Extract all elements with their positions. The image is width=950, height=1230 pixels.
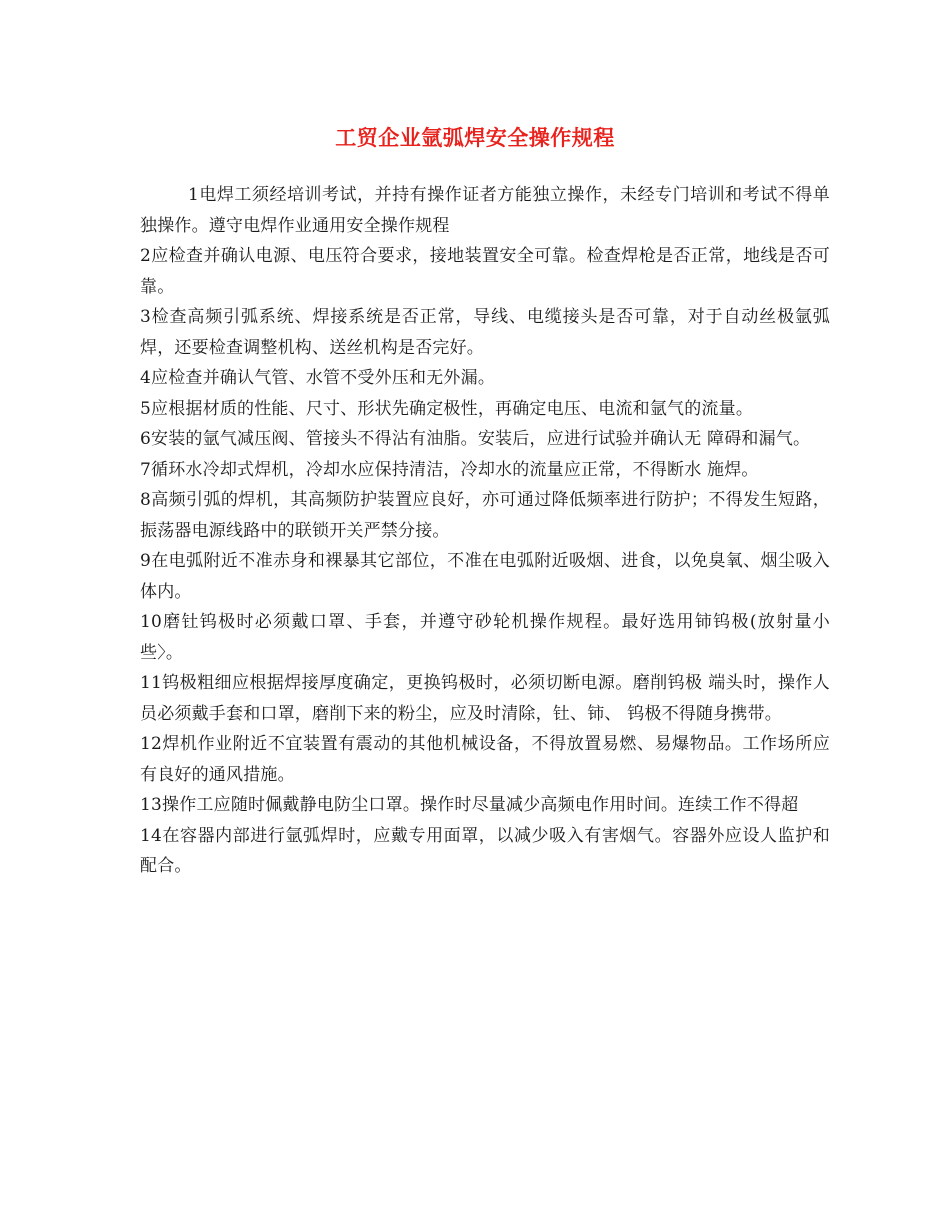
paragraph-8: 8高频引弧的焊机，其高频防护装置应良好，亦可通过降低频率进行防护；不得发生短路，振荡器电源线路中的联锁开关严禁分接。 [140,490,830,541]
paragraph-11: 11钨极粗细应根据焊接厚度确定，更换钨极时，必须切断电源。磨削钨极 端头时，操作人员必须戴手套和口罩，磨削下来的粉尘，应及时清除，钍、铈、 钨极不得随身携带。 [140,673,830,724]
document-body [140,180,830,882]
paragraph-12: 12焊机作业附近不宜装置有震动的其他机械设备，不得放置易燃、易爆物品。工作场所应有良好的通风措施。 [140,734,830,785]
paragraph-13: 13操作工应随时佩戴静电防尘口罩。操作时尽量减少高频电作用时间。连续工作不得超 [140,795,799,815]
paragraph-10: 10磨钍钨极时必须戴口罩、手套，并遵守砂轮机操作规程。最好选用铈钨极(放射量小些〉。 [140,612,830,663]
paragraph-14: 14在容器内部进行氩弧焊时，应戴专用面罩，以减少吸入有害烟气。容器外应设人监护和配合。 [140,825,830,876]
paragraph-3: 3检查高频引弧系统、焊接系统是否正常，导线、电缆接头是否可靠，对于自动丝极氩弧焊，还要检查调整机构、送丝机构是否完好。 [140,307,830,358]
paragraph-6: 6安装的氩气减压阀、管接头不得沾有油脂。安装后，应进行试验并确认无 障碍和漏气。 [140,429,811,449]
paragraph-7: 7循环水冷却式焊机，冷却水应保持清洁，冷却水的流量应正常，不得断水 施焊。 [140,459,759,480]
paragraph-9: 9在电弧附近不准赤身和裸暴其它部位，不准在电弧附近吸烟、进食，以免臭氧、烟尘吸入体内。 [140,551,830,602]
paragraph-5: 5应根据材质的性能、尺寸、形状先确定极性，再确定电压、电流和氩气的流量。 [140,398,754,419]
document-title: 工贸企业氩弧焊安全操作规程 [335,126,615,150]
paragraph-1: 1电焊工须经培训考试，并持有操作证者方能独立操作，未经专门培训和考试不得单独操作。遵守电焊作业通用安全操作规程 [140,185,830,236]
paragraph-4: 4应检查并确认气管、水管不受外压和无外漏。 [140,368,496,388]
paragraph-2: 2应检查并确认电源、电压符合要求，接地装置安全可靠。检查焊枪是否正常，地线是否可靠。 [140,246,830,297]
